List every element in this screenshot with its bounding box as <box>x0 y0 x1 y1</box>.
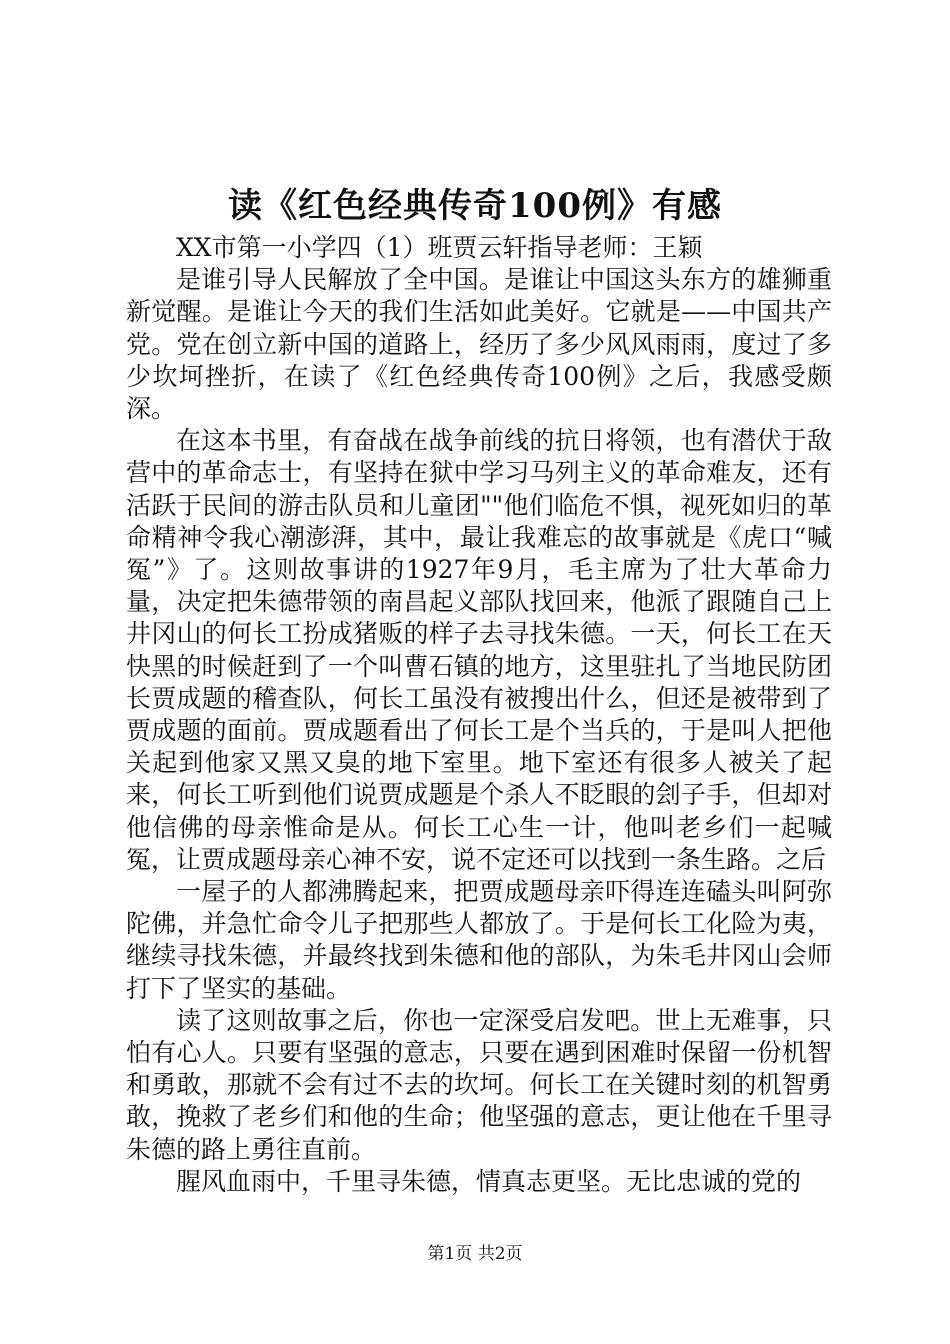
paragraph-5: 腥风血雨中，千里寻朱德，情真志更坚。无比忠诚的党的 <box>176 1166 802 1196</box>
document-title: 读《红色经典传奇100例》有感 <box>228 186 722 226</box>
paragraph-2: 在这本书里，有奋战在战争前线的抗日将领，也有潜伏于敌营中的革命志士，有坚持在狱中学习马列主义的革命难友，还有活跃于民间的游击队员和儿童团""他们临危不惧，视死如归的革命精神令我心潮澎湃，其中，最让我难忘的故事就是《虎口“喊冤”》了。这则故事讲的1927年9月，毛主席为了壮大革命力量，决定把朱德带领的南昌起义部队找回来，他派了跟随自己上井冈山的何长工扮成猪贩的样子去寻找朱德。一天，何长工在天快黑的时候赶到了一个叫曹石镇的地方，这里驻扎了当地民防团长贾成题的稽查队，何长工虽没有被搜出什么，但还是被带到了贾成题的面前。贾成题看出了何长工是个当兵的，于是叫人把他关起到他家又黑又臭的地下室里。地下室还有很多人被关了起来，何长工听到他们说贾成题是个杀人不眨眼的刽子手，但却对他信佛的母亲惟命是从。何长工心生一计，他叫老乡们一起喊冤，让贾成题母亲心神不安，说不定还可以找到一条生路。之后 <box>126 426 832 874</box>
paragraph-3: 一屋子的人都沸腾起来，把贾成题母亲吓得连连磕头叫阿弥陀佛，并急忙命令儿子把那些人都放了。于是何长工化险为夷，继续寻找朱德，并最终找到朱德和他的部队，为朱毛井冈山会师打下了坚实的基础。 <box>126 877 832 1003</box>
paragraph-1: 是谁引导人民解放了全中国。是谁让中国这头东方的雄狮重新觉醒。是谁让今天的我们生活如此美好。它就是——中国共产党。党在创立新中国的道路上，经历了多少风风雨雨，度过了多少坎坷挫折，在读了《红色经典传奇100例》之后，我感受颇深。 <box>126 265 832 424</box>
document-body <box>126 232 832 1198</box>
byline: XX市第一小学四（1）班贾云轩指导老师：王颖 <box>176 233 703 262</box>
page-footer: 第1页 共2页 <box>427 1244 523 1264</box>
paragraph-4: 读了这则故事之后，你也一定深受启发吧。世上无难事，只怕有心人。只要有坚强的意志，只要在遇到困难时保留一份机智和勇敢，那就不会有过不去的坎坷。何长工在关键时刻的机智勇敢，挽救了老乡们和他的生命；他坚强的意志，更让他在千里寻朱德的路上勇往直前。 <box>126 1005 832 1164</box>
